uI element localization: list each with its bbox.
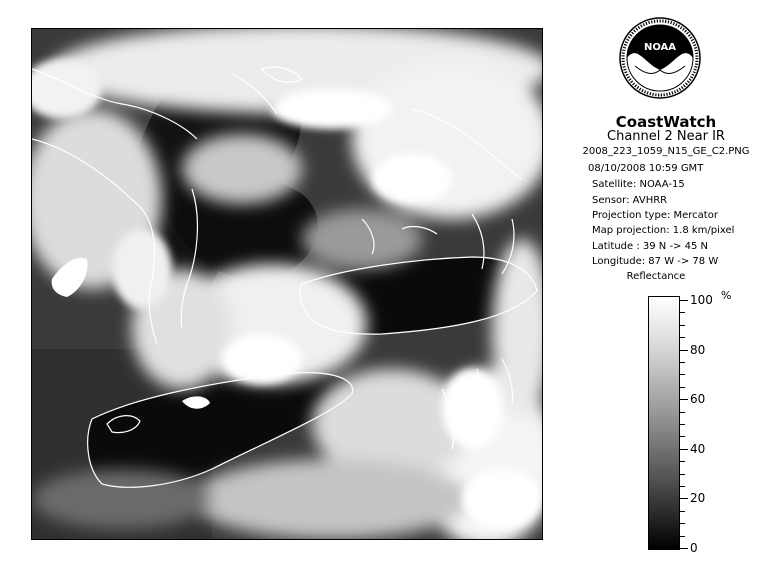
product-title: CoastWatch [615,113,717,131]
colorbar-major-tick [680,350,688,351]
colorbar-minor-tick [680,362,685,363]
colorbar-minor-tick [680,486,685,487]
colorbar-major-tick [680,498,688,499]
colorbar-minor-tick [680,412,685,413]
colorbar-minor-tick [680,523,685,524]
colorbar-minor-tick [680,536,685,537]
colorbar-tick-label: 20 [690,491,706,505]
colorbar-minor-tick [680,337,685,338]
longitude-range: Longitude: 87 W -> 78 W [592,256,719,267]
projection-type: Projection type: Mercator [592,210,718,221]
colorbar-minor-tick [680,474,685,475]
colorbar-major-tick [680,300,688,301]
noaa-logo-icon [617,14,703,106]
sensor-label: Sensor: AVHRR [592,195,668,206]
colorbar-major-tick [680,449,688,450]
satellite-label: Satellite: NOAA-15 [592,179,685,190]
colorbar-minor-tick [680,511,685,512]
channel-label: Channel 2 Near IR [607,129,725,144]
colorbar-minor-tick [680,424,685,425]
latitude-range: Latitude : 39 N -> 45 N [592,241,708,252]
colorbar [648,296,680,550]
noaa-logo [617,14,703,106]
map-projection: Map projection: 1.8 km/pixel [592,225,735,236]
colorbar-minor-tick [680,436,685,437]
colorbar-minor-tick [680,312,685,313]
colorbar-tick-label: 0 [690,541,698,555]
colorbar-unit: % [721,289,732,302]
colorbar-major-tick [680,548,688,549]
file-name: 2008_223_1059_N15_GE_C2.PNG [582,146,750,157]
satellite-image-svg [32,29,542,539]
colorbar-tick-label: 60 [690,392,706,406]
colorbar-tick-label: 80 [690,343,706,357]
colorbar-tick-label: 100 [690,293,713,307]
noaa-logo-text: NOAA [643,42,677,53]
date-time: 08/10/2008 10:59 GMT [588,163,704,174]
colorbar-title: Reflectance [626,271,686,282]
colorbar-minor-tick [680,374,685,375]
satellite-image [31,28,543,540]
colorbar-minor-tick [680,387,685,388]
colorbar-tick-label: 40 [690,442,706,456]
colorbar-minor-tick [680,461,685,462]
colorbar-minor-tick [680,325,685,326]
colorbar-major-tick [680,399,688,400]
